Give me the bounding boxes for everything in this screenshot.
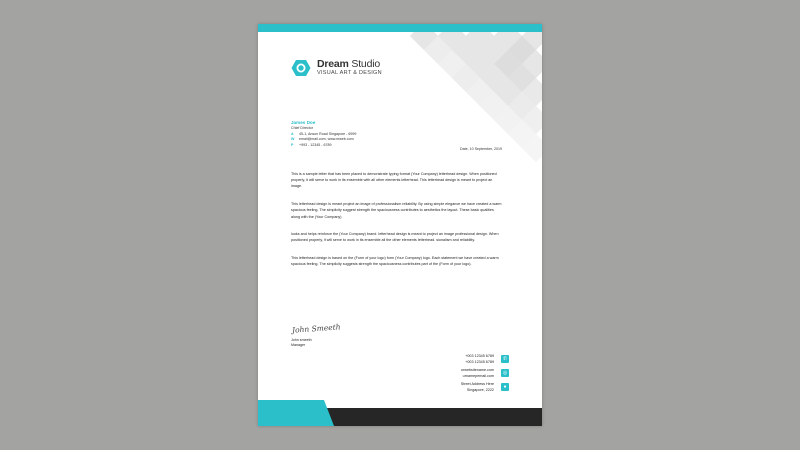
phone-icon: ✆ xyxy=(502,356,508,362)
brand-name-rest: Studio xyxy=(348,58,380,70)
top-accent-bar xyxy=(258,24,542,32)
sender-web: email@mail.com, www.mweb.com xyxy=(299,137,354,142)
footer-teal-accent xyxy=(258,400,334,426)
brand-name-bold: Dream xyxy=(317,58,349,70)
letter-date: Date, 10 September, 2019 xyxy=(460,147,502,151)
contact-phone-2: +003 12345 6789 xyxy=(465,359,494,364)
contact-website: urwebsitename.com xyxy=(461,368,494,373)
contact-street: Street Address Here xyxy=(460,382,494,387)
signature-script: John Smeeth xyxy=(291,322,341,335)
globe-icon: ◎ xyxy=(502,370,508,377)
signatory-name: John smeeth xyxy=(291,338,312,342)
contact-address-group xyxy=(461,382,509,393)
body-paragraph-4: This letterhead design is based on the (Form of your logo) form (Your Company) logo. Each statement we have created a warm spacious feeling. The simplicity suggests strength the spaciousness contributes part of the (Form of your logo). xyxy=(291,256,499,267)
letterhead-page xyxy=(258,24,542,426)
brand-tagline: VISUAL ART & DESIGN xyxy=(317,70,382,76)
contact-block xyxy=(461,354,509,397)
brand-name xyxy=(317,58,380,70)
body-paragraph-2: This letterhead design is meant project an image of professionalism reliability. By using simple elegance we have created a warm spacious feeling. The simplicity suggest strength the spaciousness contributes to aesthetics the layout. These basic qualities along with the (Your Company) xyxy=(291,202,502,219)
web-label: W xyxy=(291,137,295,142)
diamond-pattern-decoration xyxy=(408,32,542,172)
address-label: A xyxy=(291,131,294,136)
body-paragraph-1: This is a sample letter that has been placed to demonstrate typing format (Your Company) letterhead design. When positioned properly, it will serve to work in its ensemble with all other elements letterhead. This letterhead design is meant to project an image. xyxy=(291,172,497,189)
contact-web-group xyxy=(461,368,509,379)
signatory xyxy=(291,338,312,348)
contact-city: Singapore, 2222 xyxy=(466,387,494,392)
signatory-role: Manager xyxy=(291,342,306,347)
contact-phone-1: +003 12345 6789 xyxy=(465,354,494,358)
sender-title: Chief Director xyxy=(291,126,313,131)
sender-phone: +993 - 12345 - 6789 xyxy=(299,142,332,147)
letter-body xyxy=(291,171,503,279)
sender-block xyxy=(291,120,356,148)
location-icon: ● xyxy=(501,383,509,391)
sender-name: James Doe xyxy=(291,120,316,125)
contact-phone-group xyxy=(461,354,509,365)
sender-phone-row xyxy=(291,143,356,148)
hexagon-logo-icon xyxy=(291,59,311,77)
phone-label: P xyxy=(291,142,294,147)
sender-address: 45-1, Anson Road Singapore - 6999 xyxy=(299,131,357,136)
body-paragraph-3: looks and helps reinforce the (Your Company) brand. letterhead design is meant to project an image professional design. When positioned properly, it will serve to work in its ensemble all the other elements letterhead. sionalism and reliability. xyxy=(291,232,499,243)
contact-email: urnamepemail.com xyxy=(462,373,494,378)
